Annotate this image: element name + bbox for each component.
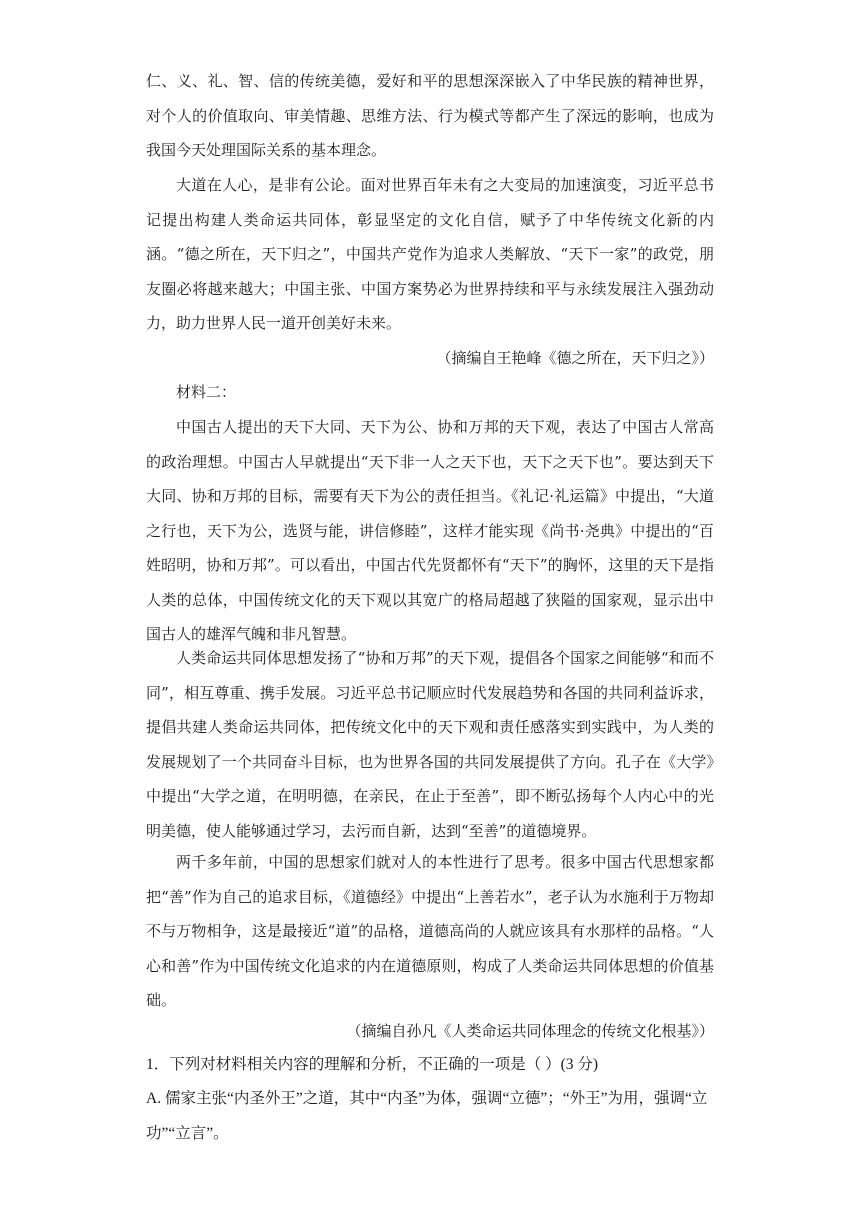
paragraph-5: 两千多年前，中国的思想家们就对人的本性进行了思考。很多中国古代思想家都把“善”作为自己的追求目标，《道德经》中提出“上善若水”，老子认为水施利于万物却不与万物相争，这是最接近“道”的品格，道德高尚的人就应该具有水那样的品格。“人心和善”作为中国传统文化追求的内在道德原则，构成了人类命运共同体思想的价值基础。 [146,853,714,1009]
paragraph-4: 人类命运共同体思想发扬了“协和万邦”的天下观，提倡各个国家之间能够“和而不同”，相互尊重、携手发展。习近平总书记顺应时代发展趋势和各国的共同利益诉求，提倡共建人类命运共同体，把传统文化中的天下观和责任感落实到实践中，为人类的发展规划了一个共同奋斗目标，也为世界各国的共同发展提供了方向。孔子在《大学》中提出“大学之道，在明明德，在亲民，在止于至善”，即不断弘扬每个人内心中的光明美德，使人能够通过学习，去污而自新，达到“至善”的道德境界。 [146,649,714,840]
paragraph-3: 中国古人提出的天下大同、天下为公、协和万邦的天下观，表达了中国古人常高的政治理想。中国古人早就提出“天下非一人之天下也，天下之天下也”。要达到天下大同、协和万邦的目标，需要有天下为公的责任担当。《礼记·礼运篇》中提出，“大道之行也，天下为公，选贤与能，讲信修睦”，这样才能实现《尚书·尧典》中提出的“百姓昭明，协和万邦”。可以看出，中国古代先贤都怀有“天下”的胸怀，这里的天下是指人类的总体，中国传统文化的天下观以其宽广的格局超越了狭隘的国家观，显示出中国古人的雄浑气魄和非凡智慧。 [146,418,714,643]
source-citation-1: （摘编自王艳峰《德之所在，天下归之》） [436,349,714,367]
source-citation-2: （摘编自孙凡《人类命运共同体理念的传统文化根基》） [346,1022,714,1040]
paragraph-2: 大道在人心，是非有公论。面对世界百年未有之大变局的加速演变，习近平总书记提出构建人类命运共同体，彰显坚定的文化自信，赋予了中华传统文化新的内涵。“德之所在，天下归之”，中国共产党作为追求人类解放、“天下一家”的政党，朋友圈必将越来越大；中国主张、中国方案势必为世界持续和平与永续发展注入强劲动力，助力世界人民一道开创美好未来。 [146,176,714,332]
paragraph-1: 仁、义、礼、智、信的传统美德，爱好和平的思想深深嵌入了中华民族的精神世界，对个人的价值取向、审美情趣、思维方法、行为模式等都产生了深远的影响，也成为我国今天处理国际关系的基本理念。 [146,72,714,159]
question-1: 1．下列对材料相关内容的理解和分析，不正确的一项是（ ）(3 分) [146,1056,599,1073]
material-two-label: 材料二： [176,383,237,401]
option-a: A. 儒家主张“内圣外王”之道，其中“内圣”为体，强调“立德”；“外王”为用，强调“立功”“立言”。 [146,1090,708,1142]
